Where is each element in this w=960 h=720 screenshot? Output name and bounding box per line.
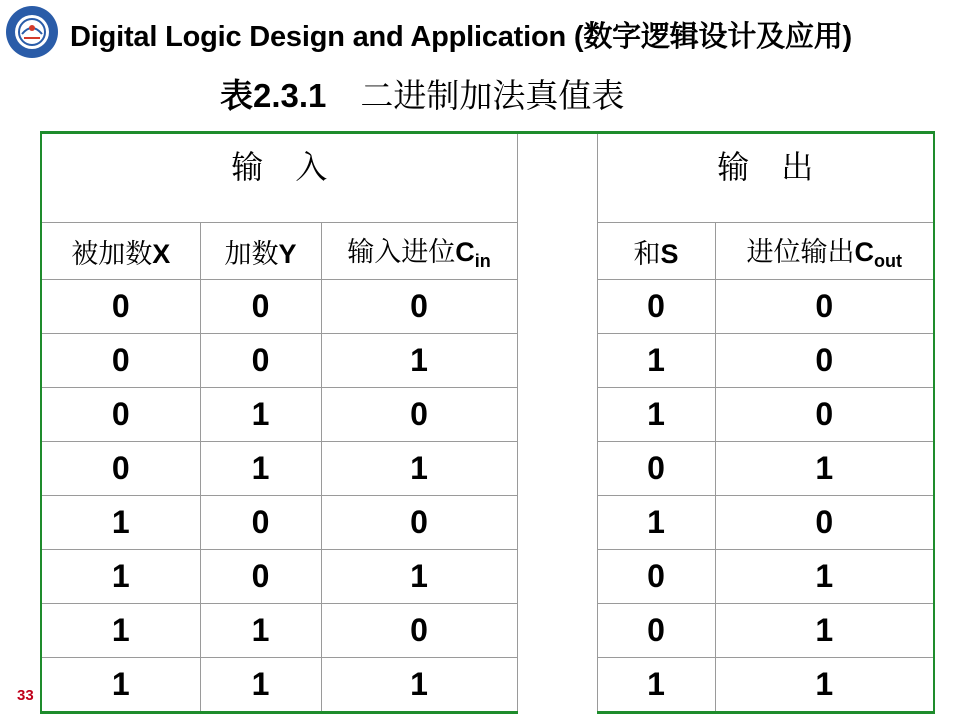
cell-x: 1 — [41, 496, 200, 550]
column-header-cin: 输入进位$C_{in}$ — [321, 223, 517, 280]
cell-cin: 1 — [321, 442, 517, 496]
output-group-header: 输 出 — [597, 133, 934, 223]
truth-table — [40, 131, 935, 714]
table-gap-column — [517, 133, 597, 713]
cell-s: 0 — [597, 550, 715, 604]
column-header-y: 加数Y — [200, 223, 321, 280]
university-logo-icon — [4, 4, 60, 60]
cell-s: 0 — [597, 604, 715, 658]
table-row — [41, 388, 934, 442]
cell-cin: 0 — [321, 388, 517, 442]
cell-y: 0 — [200, 496, 321, 550]
cell-x: 0 — [41, 280, 200, 334]
cell-cin: 0 — [321, 496, 517, 550]
cell-cout: 1 — [715, 550, 934, 604]
cell-y: 0 — [200, 550, 321, 604]
cell-x: 1 — [41, 658, 200, 713]
cell-s: 0 — [597, 442, 715, 496]
cell-cin: 1 — [321, 334, 517, 388]
cell-s: 1 — [597, 658, 715, 713]
cell-y: 0 — [200, 334, 321, 388]
cell-cout: 0 — [715, 496, 934, 550]
cell-cout: 1 — [715, 442, 934, 496]
cell-x: 1 — [41, 550, 200, 604]
cell-cin: 1 — [321, 550, 517, 604]
table-row — [41, 280, 934, 334]
cell-cout: 0 — [715, 280, 934, 334]
cell-x: 0 — [41, 334, 200, 388]
cell-y: 1 — [200, 388, 321, 442]
cell-y: 0 — [200, 280, 321, 334]
header-title: Digital Logic Design and Application (数字逻辑设计及应用) — [70, 21, 852, 53]
cell-cout: 1 — [715, 658, 934, 713]
cell-cin: 0 — [321, 604, 517, 658]
table-row — [41, 442, 934, 496]
table-row — [41, 604, 934, 658]
cell-cout: 0 — [715, 334, 934, 388]
cell-s: 0 — [597, 280, 715, 334]
cell-s: 1 — [597, 388, 715, 442]
page-number: 33 — [17, 687, 34, 704]
cell-x: 0 — [41, 442, 200, 496]
cell-s: 1 — [597, 496, 715, 550]
column-header-s: 和S — [597, 223, 715, 280]
cell-y: 1 — [200, 442, 321, 496]
cell-y: 1 — [200, 658, 321, 713]
table-caption — [220, 70, 624, 117]
cell-cout: 0 — [715, 388, 934, 442]
table-number: 表2.3.1 — [220, 77, 327, 114]
table-row — [41, 550, 934, 604]
cell-cout: 1 — [715, 604, 934, 658]
table-row — [41, 496, 934, 550]
cell-cin: 0 — [321, 280, 517, 334]
cell-x: 1 — [41, 604, 200, 658]
column-header-cout: 进位输出$C_{out}$ — [715, 223, 934, 280]
column-header-x: 被加数X — [41, 223, 200, 280]
table-row — [41, 658, 934, 713]
input-group-header: 输 入 — [41, 133, 517, 223]
cell-cin: 1 — [321, 658, 517, 713]
cell-y: 1 — [200, 604, 321, 658]
table-title: 二进制加法真值表 — [360, 77, 625, 114]
table-row — [41, 334, 934, 388]
cell-s: 1 — [597, 334, 715, 388]
cell-x: 0 — [41, 388, 200, 442]
